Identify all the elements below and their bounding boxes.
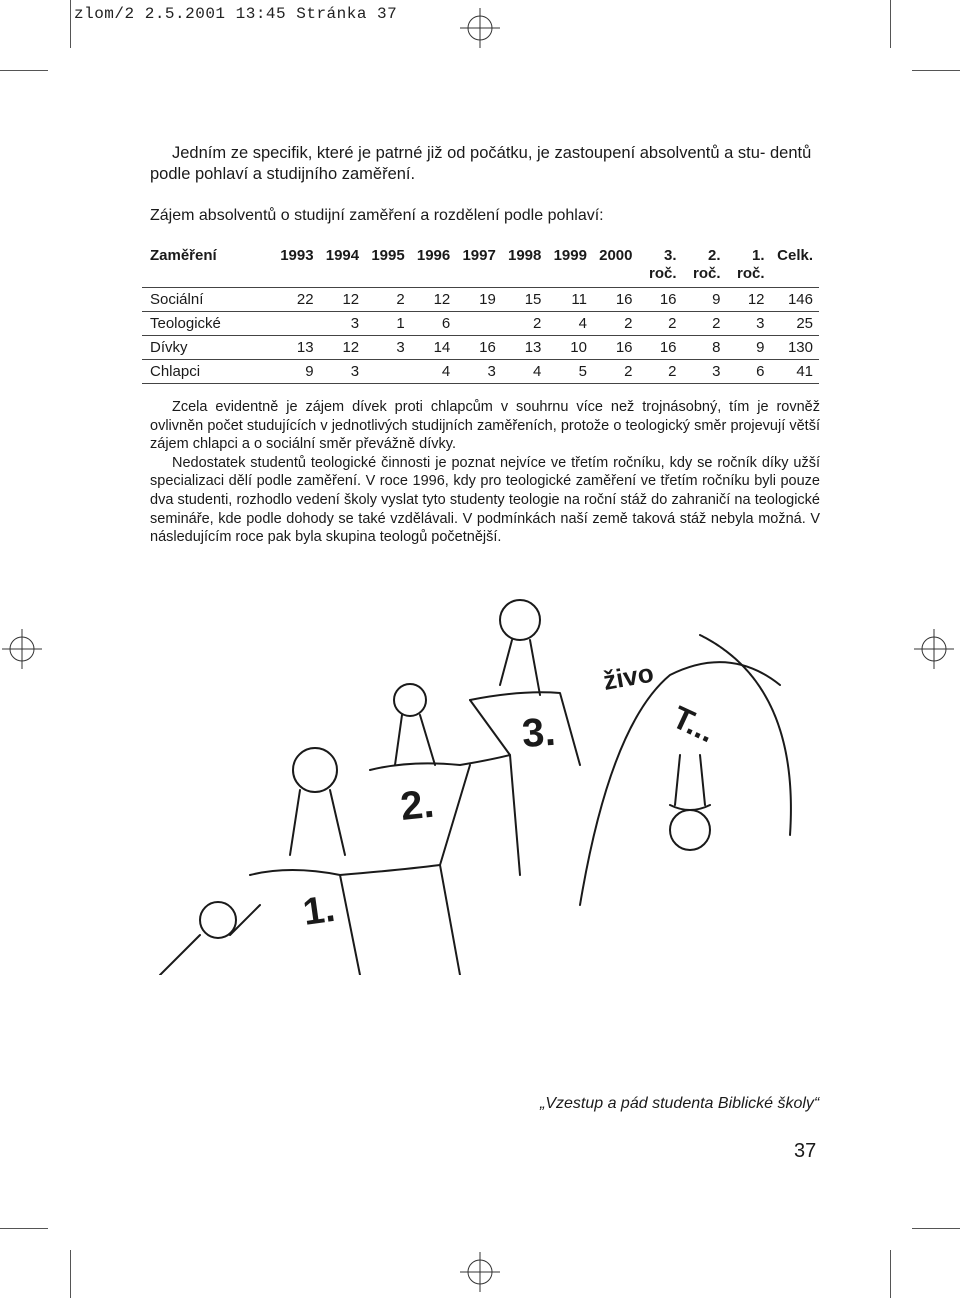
table-cell: 5 bbox=[547, 360, 593, 384]
table-cell: 3 bbox=[683, 360, 727, 384]
steps-base bbox=[340, 700, 510, 975]
table-cell: 130 bbox=[771, 336, 820, 360]
table-cell: 41 bbox=[771, 360, 820, 384]
slope-outline bbox=[580, 662, 780, 905]
table-cell: 12 bbox=[411, 288, 457, 312]
table-cell: 14 bbox=[411, 336, 457, 360]
table-cell: 9 bbox=[683, 288, 727, 312]
table-cell: 16 bbox=[639, 288, 683, 312]
table-cell: 16 bbox=[639, 336, 683, 360]
table-cell: 1 bbox=[365, 312, 411, 336]
table-cell: 2 bbox=[593, 360, 639, 384]
print-slug: zlom/2 2.5.2001 13:45 Stránka 37 bbox=[74, 5, 398, 23]
table-cell: 2 bbox=[683, 312, 727, 336]
table-cell: 22 bbox=[274, 288, 320, 312]
column-header: Celk. bbox=[771, 243, 820, 288]
table-cell: 2 bbox=[593, 312, 639, 336]
row-label: Dívky bbox=[142, 336, 274, 360]
column-header: 1998 bbox=[502, 243, 548, 288]
falling-head bbox=[670, 810, 710, 850]
figure-caption: „Vzestup a pád studenta Biblické školy“ bbox=[540, 1095, 820, 1112]
column-header: 1995 bbox=[365, 243, 411, 288]
intro-paragraph: Jedním ze specifik, které je patrné již od počátku, je zastoupení absolventů a stu- dentů podle pohlaví a studijního zaměření. bbox=[150, 144, 812, 183]
table-cell: 25 bbox=[771, 312, 820, 336]
table-cell bbox=[456, 312, 502, 336]
table-row bbox=[142, 360, 819, 384]
column-header: 1. roč. bbox=[727, 243, 771, 288]
table-cell: 2 bbox=[639, 312, 683, 336]
table-caption: Zájem absolventů o studijní zaměření a rozdělení podle pohlaví: bbox=[150, 207, 604, 224]
body-text bbox=[150, 398, 820, 547]
row-label: Teologické bbox=[142, 312, 274, 336]
registration-mark-icon bbox=[2, 629, 42, 669]
table-cell: 10 bbox=[547, 336, 593, 360]
student-head-2 bbox=[293, 748, 337, 792]
row-label: Chlapci bbox=[142, 360, 274, 384]
cartoon-illustration bbox=[140, 575, 830, 975]
step-label: 1. bbox=[300, 887, 338, 934]
table-cell: 15 bbox=[502, 288, 548, 312]
handwritten-word: T... bbox=[667, 698, 721, 750]
page-number: 37 bbox=[794, 1140, 817, 1162]
table-row bbox=[142, 336, 819, 360]
registration-mark-icon bbox=[460, 1252, 500, 1292]
table-row bbox=[142, 288, 819, 312]
table-cell: 3 bbox=[320, 360, 366, 384]
column-header: 1999 bbox=[547, 243, 593, 288]
table-cell: 2 bbox=[502, 312, 548, 336]
fall-arc bbox=[700, 635, 791, 835]
table-cell: 146 bbox=[771, 288, 820, 312]
table-cell: 3 bbox=[365, 336, 411, 360]
crop-mark bbox=[912, 1228, 960, 1229]
step-label: 3. bbox=[520, 709, 557, 756]
paragraph: Zcela evidentně je zájem dívek proti chlapcům v souhrnu více než trojnásobný, tím je rovněž ovlivněn počet studujících v jednotlivých studijních zaměřeních, protože o teologický směr projevují větší zájem chlapci a o sociální směr převážně dívky. bbox=[150, 399, 820, 453]
table-cell: 13 bbox=[274, 336, 320, 360]
table-cell: 9 bbox=[727, 336, 771, 360]
step-2-outline bbox=[370, 755, 520, 875]
falling-figure bbox=[670, 755, 710, 810]
crop-mark bbox=[70, 1250, 71, 1298]
table-cell: 2 bbox=[365, 288, 411, 312]
table-cell: 4 bbox=[547, 312, 593, 336]
data-table bbox=[142, 243, 819, 384]
table-cell: 4 bbox=[411, 360, 457, 384]
table-header-row bbox=[142, 243, 819, 288]
crop-mark bbox=[0, 1228, 48, 1229]
row-label: Sociální bbox=[142, 288, 274, 312]
table-cell bbox=[365, 360, 411, 384]
table-cell: 3 bbox=[456, 360, 502, 384]
table-cell: 12 bbox=[320, 336, 366, 360]
table-cell: 3 bbox=[727, 312, 771, 336]
table-cell: 12 bbox=[320, 288, 366, 312]
column-header: 3. roč. bbox=[639, 243, 683, 288]
student-head-3 bbox=[394, 684, 426, 716]
table-cell: 19 bbox=[456, 288, 502, 312]
table-cell: 4 bbox=[502, 360, 548, 384]
crop-mark bbox=[890, 1250, 891, 1298]
crop-mark bbox=[70, 0, 71, 48]
crop-mark bbox=[0, 70, 48, 71]
table-cell: 8 bbox=[683, 336, 727, 360]
column-header: 1997 bbox=[456, 243, 502, 288]
column-header: 1993 bbox=[274, 243, 320, 288]
student-body-top bbox=[500, 640, 540, 695]
table-row bbox=[142, 312, 819, 336]
handwritten-word: živo bbox=[600, 657, 656, 696]
crop-mark bbox=[912, 70, 960, 71]
student-body-2 bbox=[290, 790, 345, 855]
table-cell: 6 bbox=[411, 312, 457, 336]
paragraph: Nedostatek studentů teologické činnosti je poznat nejvíce ve třetím ročníku, kdy se ročník díky užší specializaci dělí podle zaměření. V roce 1996, kdy pro teologické zaměření ve třetím ročníku byli pouze dva studenti, rozhodlo vedení školy vyslat tyto studenty teologie na roční stáž do zahraničí na teologické semináře, kde podle dohody se také vzdělávali. V podmínkách naší země taková stáž nebyla možná. V následujícím roce pak byla skupina teologů početnější. bbox=[150, 454, 820, 546]
table-cell: 11 bbox=[547, 288, 593, 312]
table-cell: 16 bbox=[593, 336, 639, 360]
climber-body bbox=[160, 905, 260, 975]
table-cell: 13 bbox=[502, 336, 548, 360]
table-cell: 6 bbox=[727, 360, 771, 384]
climber-head bbox=[200, 902, 236, 938]
table-cell: 16 bbox=[593, 288, 639, 312]
registration-mark-icon bbox=[914, 629, 954, 669]
table-cell: 16 bbox=[456, 336, 502, 360]
column-header: Zaměření bbox=[142, 243, 274, 288]
column-header: 1994 bbox=[320, 243, 366, 288]
table-cell: 3 bbox=[320, 312, 366, 336]
registration-mark-icon bbox=[460, 8, 500, 48]
column-header: 2. roč. bbox=[683, 243, 727, 288]
column-header: 1996 bbox=[411, 243, 457, 288]
step-label: 2. bbox=[398, 781, 437, 829]
student-body-3 bbox=[395, 715, 435, 765]
table-cell bbox=[274, 312, 320, 336]
table-cell: 12 bbox=[727, 288, 771, 312]
table-cell: 2 bbox=[639, 360, 683, 384]
student-head-top bbox=[500, 600, 540, 640]
column-header: 2000 bbox=[593, 243, 639, 288]
step-1-outline bbox=[250, 865, 460, 975]
crop-mark bbox=[890, 0, 891, 48]
table-cell: 9 bbox=[274, 360, 320, 384]
